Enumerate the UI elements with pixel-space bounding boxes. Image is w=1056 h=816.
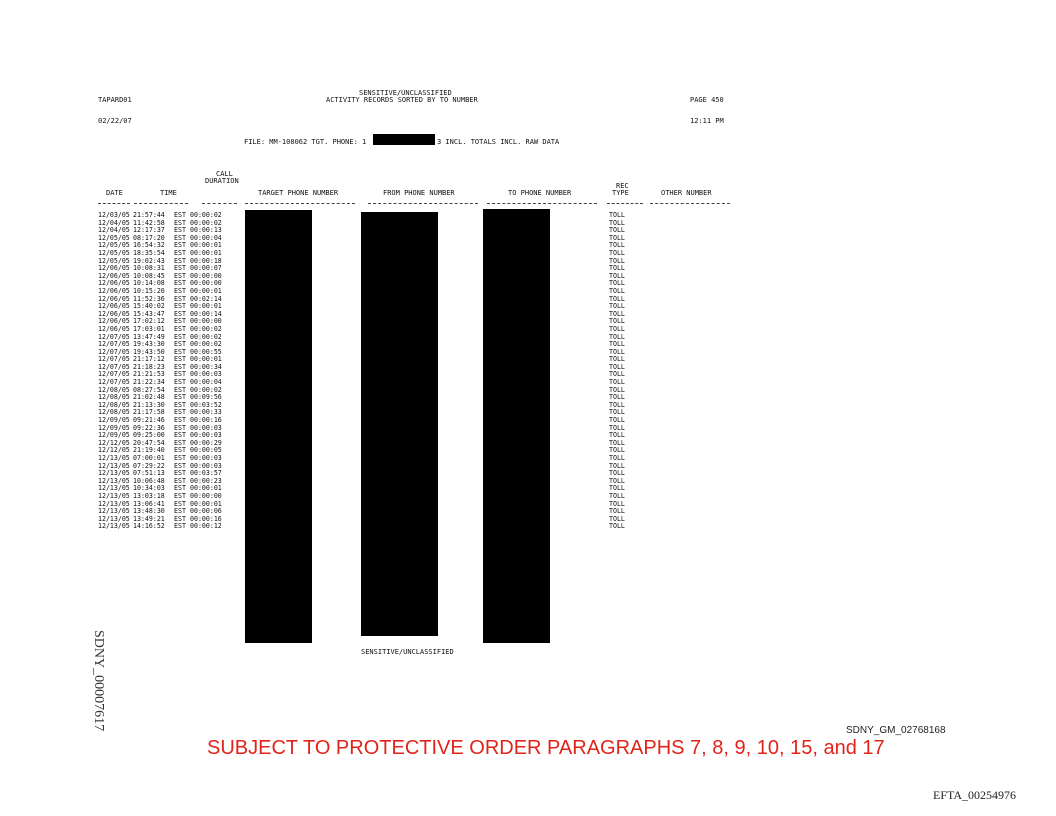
row-rec-type: TOLL <box>609 302 625 311</box>
row-duration: 00:00:29 <box>190 438 222 447</box>
row-time: 21:22:34 <box>133 378 165 387</box>
row-duration: 00:00:16 <box>190 514 222 523</box>
row-time: 11:52:36 <box>133 294 165 303</box>
redaction-target-phone-column <box>245 210 312 643</box>
row-date: 12/09/05 <box>98 431 130 440</box>
row-date: 12/06/05 <box>98 264 130 273</box>
row-duration: 00:00:05 <box>190 446 222 455</box>
row-timezone: EST <box>174 248 186 257</box>
row-duration: 00:00:00 <box>190 491 222 500</box>
row-duration: 00:00:13 <box>190 226 222 235</box>
row-duration: 00:02:14 <box>190 294 222 303</box>
row-date: 12/13/05 <box>98 454 130 462</box>
row-duration: 00:00:03 <box>190 423 222 432</box>
row-date: 12/07/05 <box>98 340 130 349</box>
row-rec-type: TOLL <box>609 286 625 295</box>
col-target-phone: TARGET PHONE NUMBER <box>258 189 339 197</box>
row-date: 12/09/05 <box>98 416 130 425</box>
row-time: 09:21:46 <box>133 416 165 425</box>
row-rec-type: TOLL <box>609 476 625 485</box>
row-time: 18:35:54 <box>133 248 165 257</box>
row-timezone: EST <box>174 309 186 318</box>
rule-date <box>98 203 130 204</box>
row-rec-type: TOLL <box>609 294 625 303</box>
row-date: 12/08/05 <box>98 400 130 409</box>
row-date: 12/06/05 <box>98 317 130 326</box>
row-timezone: EST <box>174 233 186 242</box>
row-date: 12/06/05 <box>98 302 130 311</box>
classification-bottom: SENSITIVE/UNCLASSIFIED <box>361 648 454 656</box>
row-time: 13:47:49 <box>133 332 165 341</box>
col-call: CALL <box>216 170 233 178</box>
row-time: 10:15:20 <box>133 286 165 295</box>
row-time: 11:42:58 <box>133 218 165 227</box>
row-rec-type: TOLL <box>609 362 625 371</box>
row-rec-type: TOLL <box>609 416 625 425</box>
row-time: 21:02:48 <box>133 393 165 402</box>
row-date: 12/13/05 <box>98 476 130 485</box>
row-rec-type: TOLL <box>609 309 625 318</box>
row-time: 19:43:30 <box>133 340 165 349</box>
row-duration: 00:00:01 <box>190 355 222 364</box>
row-time: 17:03:01 <box>133 324 165 333</box>
row-timezone: EST <box>174 514 186 523</box>
row-duration: 00:00:04 <box>190 233 222 242</box>
row-timezone: EST <box>174 454 186 462</box>
row-date: 12/12/05 <box>98 446 130 455</box>
row-date: 12/05/05 <box>98 241 130 250</box>
row-timezone: EST <box>174 355 186 364</box>
row-rec-type: TOLL <box>609 408 625 417</box>
row-timezone: EST <box>174 279 186 288</box>
row-rec-type: TOLL <box>609 454 625 462</box>
row-date: 12/04/05 <box>98 218 130 227</box>
row-date: 12/06/05 <box>98 309 130 318</box>
row-timezone: EST <box>174 416 186 425</box>
row-duration: 00:00:01 <box>190 241 222 250</box>
row-rec-type: TOLL <box>609 491 625 500</box>
row-time: 13:06:41 <box>133 499 165 508</box>
row-date: 12/08/05 <box>98 408 130 417</box>
row-duration: 00:00:01 <box>190 286 222 295</box>
row-duration: 00:00:06 <box>190 507 222 516</box>
row-rec-type: TOLL <box>609 446 625 455</box>
row-timezone: EST <box>174 469 186 478</box>
row-timezone: EST <box>174 431 186 440</box>
row-duration: 00:03:52 <box>190 400 222 409</box>
redaction-to-phone-column <box>483 209 550 643</box>
row-rec-type: TOLL <box>609 393 625 402</box>
row-duration: 00:00:01 <box>190 499 222 508</box>
row-rec-type: TOLL <box>609 423 625 432</box>
row-rec-type: TOLL <box>609 461 625 470</box>
rule-time <box>134 203 188 204</box>
row-duration: 00:03:57 <box>190 469 222 478</box>
rule-other <box>650 203 730 204</box>
row-timezone: EST <box>174 438 186 447</box>
row-time: 10:08:31 <box>133 264 165 273</box>
row-time: 08:27:54 <box>133 385 165 394</box>
row-duration: 00:00:01 <box>190 302 222 311</box>
row-date: 12/09/05 <box>98 423 130 432</box>
row-time: 13:03:18 <box>133 491 165 500</box>
row-time: 21:17:12 <box>133 355 165 364</box>
row-rec-type: TOLL <box>609 385 625 394</box>
row-rec-type: TOLL <box>609 218 625 227</box>
row-time: 13:48:30 <box>133 507 165 516</box>
row-rec-type: TOLL <box>609 271 625 280</box>
row-rec-type: TOLL <box>609 484 625 493</box>
row-date: 12/06/05 <box>98 271 130 280</box>
row-timezone: EST <box>174 324 186 333</box>
row-date: 12/04/05 <box>98 226 130 235</box>
row-duration: 00:00:02 <box>190 211 222 219</box>
row-rec-type: TOLL <box>609 256 625 265</box>
rule-from <box>368 203 478 204</box>
report-title: ACTIVITY RECORDS SORTED BY TO NUMBER <box>326 96 478 104</box>
row-rec-type: TOLL <box>609 226 625 235</box>
row-timezone: EST <box>174 400 186 409</box>
row-date: 12/07/05 <box>98 362 130 371</box>
row-rec-type: TOLL <box>609 431 625 440</box>
row-date: 12/08/05 <box>98 393 130 402</box>
row-date: 12/07/05 <box>98 347 130 356</box>
row-duration: 00:00:34 <box>190 362 222 371</box>
row-rec-type: TOLL <box>609 241 625 250</box>
row-timezone: EST <box>174 226 186 235</box>
row-duration: 00:00:02 <box>190 385 222 394</box>
row-timezone: EST <box>174 211 186 219</box>
row-date: 12/12/05 <box>98 438 130 447</box>
row-rec-type: TOLL <box>609 370 625 379</box>
row-date: 12/07/05 <box>98 370 130 379</box>
row-rec-type: TOLL <box>609 324 625 333</box>
row-timezone: EST <box>174 385 186 394</box>
row-duration: 00:00:23 <box>190 476 222 485</box>
row-rec-type: TOLL <box>609 332 625 341</box>
row-time: 21:21:53 <box>133 370 165 379</box>
row-time: 10:06:48 <box>133 476 165 485</box>
row-time: 07:29:22 <box>133 461 165 470</box>
row-time: 19:43:50 <box>133 347 165 356</box>
row-rec-type: TOLL <box>609 211 625 219</box>
row-duration: 00:00:03 <box>190 431 222 440</box>
row-date: 12/07/05 <box>98 355 130 364</box>
row-time: 07:00:01 <box>133 454 165 462</box>
row-rec-type: TOLL <box>609 469 625 478</box>
row-timezone: EST <box>174 302 186 311</box>
row-time: 16:54:32 <box>133 241 165 250</box>
row-rec-type: TOLL <box>609 248 625 257</box>
row-timezone: EST <box>174 286 186 295</box>
classification-top: SENSITIVE/UNCLASSIFIED <box>359 89 452 97</box>
row-timezone: EST <box>174 499 186 508</box>
redaction-target-phone-header <box>373 134 435 145</box>
col-rec: REC <box>616 182 629 190</box>
protective-order-notice: SUBJECT TO PROTECTIVE ORDER PARAGRAPHS 7, 8, 9, 10, 15, and 17 <box>207 737 885 759</box>
report-time: 12:11 PM <box>690 117 724 125</box>
row-timezone: EST <box>174 362 186 371</box>
row-time: 17:02:12 <box>133 317 165 326</box>
sdny-bates-number: SDNY_GM_02768168 <box>846 725 946 736</box>
row-rec-type: TOLL <box>609 438 625 447</box>
col-to-phone: TO PHONE NUMBER <box>508 189 572 197</box>
row-date: 12/13/05 <box>98 484 130 493</box>
report-date: 02/22/07 <box>98 117 132 125</box>
row-rec-type: TOLL <box>609 279 625 288</box>
row-duration: 00:00:03 <box>190 370 222 379</box>
rule-rec <box>607 203 643 204</box>
row-timezone: EST <box>174 370 186 379</box>
row-timezone: EST <box>174 484 186 493</box>
row-timezone: EST <box>174 378 186 387</box>
report-id: TAPARD01 <box>98 96 132 104</box>
row-duration: 00:00:04 <box>190 378 222 387</box>
row-date: 12/13/05 <box>98 491 130 500</box>
rule-to <box>487 203 597 204</box>
row-duration: 00:00:01 <box>190 248 222 257</box>
col-date: DATE <box>106 189 123 197</box>
row-rec-type: TOLL <box>609 355 625 364</box>
row-timezone: EST <box>174 340 186 349</box>
row-rec-type: TOLL <box>609 264 625 273</box>
row-date: 12/13/05 <box>98 522 130 531</box>
row-time: 21:17:58 <box>133 408 165 417</box>
row-time: 10:08:45 <box>133 271 165 280</box>
file-line-suffix: 3 INCL. TOTALS INCL. RAW DATA <box>437 138 560 146</box>
row-timezone: EST <box>174 271 186 280</box>
row-date: 12/03/05 <box>98 211 130 219</box>
row-time: 07:51:13 <box>133 469 165 478</box>
row-time: 12:17:37 <box>133 226 165 235</box>
row-time: 15:43:47 <box>133 309 165 318</box>
row-duration: 00:09:56 <box>190 393 222 402</box>
row-rec-type: TOLL <box>609 317 625 326</box>
row-date: 12/13/05 <box>98 469 130 478</box>
row-timezone: EST <box>174 241 186 250</box>
row-duration: 00:00:07 <box>190 264 222 273</box>
row-duration: 00:00:12 <box>190 522 222 531</box>
row-time: 21:13:30 <box>133 400 165 409</box>
row-date: 12/13/05 <box>98 461 130 470</box>
row-date: 12/08/05 <box>98 385 130 394</box>
row-duration: 00:00:01 <box>190 484 222 493</box>
row-date: 12/06/05 <box>98 286 130 295</box>
row-timezone: EST <box>174 423 186 432</box>
row-date: 12/13/05 <box>98 499 130 508</box>
row-rec-type: TOLL <box>609 378 625 387</box>
row-duration: 00:00:00 <box>190 317 222 326</box>
row-time: 09:25:00 <box>133 431 165 440</box>
row-date: 12/05/05 <box>98 233 130 242</box>
row-duration: 00:00:33 <box>190 408 222 417</box>
redaction-from-phone-column <box>361 212 438 636</box>
row-duration: 00:00:16 <box>190 416 222 425</box>
row-time: 21:19:40 <box>133 446 165 455</box>
row-timezone: EST <box>174 317 186 326</box>
row-rec-type: TOLL <box>609 507 625 516</box>
col-type: TYPE <box>612 189 629 197</box>
row-duration: 00:00:55 <box>190 347 222 356</box>
row-time: 13:49:21 <box>133 514 165 523</box>
row-time: 08:17:20 <box>133 233 165 242</box>
col-from-phone: FROM PHONE NUMBER <box>383 189 455 197</box>
row-time: 15:40:02 <box>133 302 165 311</box>
row-date: 12/05/05 <box>98 248 130 257</box>
row-timezone: EST <box>174 218 186 227</box>
row-timezone: EST <box>174 408 186 417</box>
row-time: 14:16:52 <box>133 522 165 531</box>
row-date: 12/05/05 <box>98 256 130 265</box>
row-rec-type: TOLL <box>609 400 625 409</box>
row-timezone: EST <box>174 446 186 455</box>
row-timezone: EST <box>174 294 186 303</box>
row-date: 12/13/05 <box>98 514 130 523</box>
row-rec-type: TOLL <box>609 499 625 508</box>
row-duration: 00:00:03 <box>190 454 222 462</box>
row-timezone: EST <box>174 347 186 356</box>
row-duration: 00:00:02 <box>190 332 222 341</box>
row-date: 12/07/05 <box>98 378 130 387</box>
row-rec-type: TOLL <box>609 347 625 356</box>
row-timezone: EST <box>174 476 186 485</box>
row-time: 09:22:36 <box>133 423 165 432</box>
col-time: TIME <box>160 189 177 197</box>
row-duration: 00:00:00 <box>190 271 222 280</box>
row-duration: 00:00:00 <box>190 279 222 288</box>
row-date: 12/06/05 <box>98 294 130 303</box>
col-other-number: OTHER NUMBER <box>661 189 712 197</box>
row-date: 12/06/05 <box>98 324 130 333</box>
row-time: 10:14:08 <box>133 279 165 288</box>
row-timezone: EST <box>174 264 186 273</box>
row-duration: 00:00:02 <box>190 340 222 349</box>
row-time: 19:02:43 <box>133 256 165 265</box>
row-time: 21:57:44 <box>133 211 165 219</box>
row-duration: 00:00:02 <box>190 324 222 333</box>
row-duration: 00:00:14 <box>190 309 222 318</box>
row-duration: 00:00:18 <box>190 256 222 265</box>
rule-duration <box>202 203 237 204</box>
row-timezone: EST <box>174 461 186 470</box>
row-time: 21:18:23 <box>133 362 165 371</box>
file-line-prefix: FILE: MM-108062 TGT. PHONE: 1 <box>244 138 367 146</box>
row-date: 12/06/05 <box>98 279 130 288</box>
efta-id: EFTA_00254976 <box>933 788 1017 802</box>
row-timezone: EST <box>174 256 186 265</box>
row-rec-type: TOLL <box>609 233 625 242</box>
row-timezone: EST <box>174 491 186 500</box>
row-timezone: EST <box>174 522 186 531</box>
row-rec-type: TOLL <box>609 522 625 531</box>
vertical-bates-stamp: SDNY_00007617 <box>91 630 106 732</box>
row-timezone: EST <box>174 507 186 516</box>
row-rec-type: TOLL <box>609 340 625 349</box>
col-duration: DURATION <box>205 177 239 185</box>
row-duration: 00:00:02 <box>190 218 222 227</box>
row-date: 12/13/05 <box>98 507 130 516</box>
rule-target <box>245 203 355 204</box>
row-duration: 00:00:03 <box>190 461 222 470</box>
row-timezone: EST <box>174 332 186 341</box>
row-rec-type: TOLL <box>609 514 625 523</box>
page-number: PAGE 450 <box>690 96 724 104</box>
row-time: 10:34:03 <box>133 484 165 493</box>
row-time: 20:47:54 <box>133 438 165 447</box>
row-timezone: EST <box>174 393 186 402</box>
row-date: 12/07/05 <box>98 332 130 341</box>
